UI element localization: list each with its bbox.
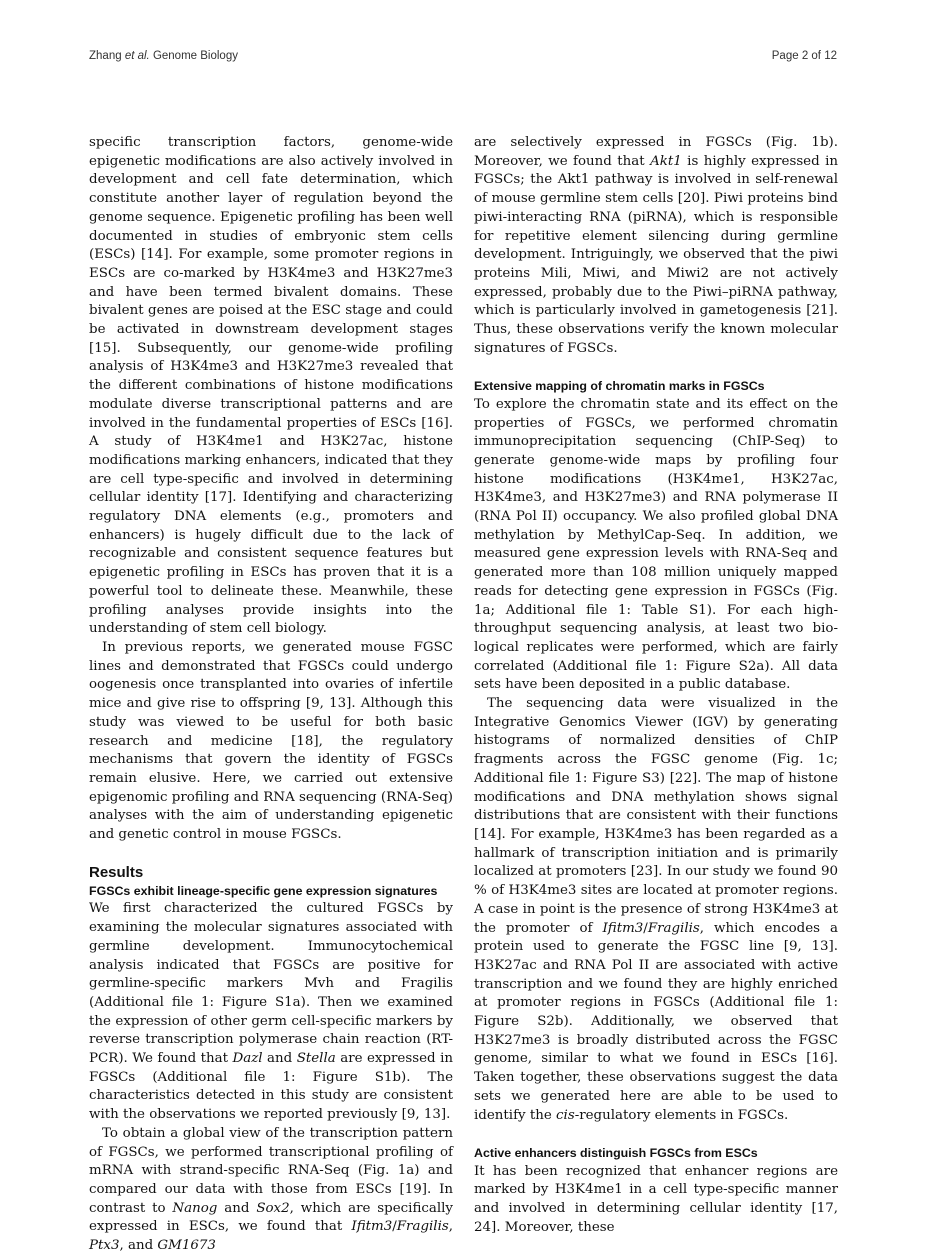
author-name: Zhang — [89, 50, 125, 62]
paragraph: We first characterized the cultured FGSCs by examining the molecular signatures associated with germline development. Immunocytochemical analysis indicated that FGSCs are positive for germline-specific markers Mvh and Fragilis (Additional file 1: Figure S1a). Then we examined the expression of other germ cell-specific markers by reverse transcription polymerase chain reaction (RT-PCR). We found that Dazl and Stella are expressed in FGSCs (Additional file 1: Figure S1b). The characteristics detected in this study are consistent with the observations we reported previously [9, 13]. — [89, 901, 453, 1123]
paragraph: specific transcription factors, genome-wide epigenetic modifications are also actively involved in development and cell fate determination, which constitute another layer of regulation beyond the genome sequence. Epigenetic profiling has been well documented in studies of embryonic stem cells (ESCs) [14]. For example, some promoter regions in ESCs are co-marked by H3K4me3 and H3K27me3 and have been termed bivalent domains. These bivalent genes are poised at the ESC stage and could be activated in downstream development stages [15]. Subsequently, our genome-wide profiling analysis of H3K4me3 and H3K27me3 revealed that the different combinations of histone modifications modulate diverse transcriptional patterns and are involved in the fundamental properties of ESCs [16]. A study of H3K4me1 and H3K27ac, histone modifications marking enhancers, indicated that they are cell type-specific and involved in determining cellular identity [17]. Identifying and characterizing regulatory DNA elements (e.g., promoters and enhancers) is hugely difficult due to the lack of recognizable and consistent sequence features but epigenetic profiling in ESCs has proven that it is a powerful tool to delineate these. Meanwhile, these profiling analyses provide insights into the understanding of stem cell biology. — [89, 135, 453, 637]
running-head-authors — [89, 50, 238, 62]
gene-name: Ifitm3 — [351, 1219, 393, 1235]
subsection-heading: Extensive mapping of chromatin marks in FGSCs — [474, 379, 765, 394]
et-al: et al. — [124, 50, 150, 62]
gene-name: Akt1 — [650, 153, 682, 169]
journal-name: Genome Biology — [149, 50, 238, 62]
right-column — [474, 134, 838, 1237]
cis-term: cis — [556, 1107, 575, 1123]
gene-name: Fragilis — [647, 920, 700, 936]
subsection-heading: Active enhancers distinguish FGSCs from ESCs — [474, 1145, 758, 1160]
gene-name: Fragilis — [396, 1219, 449, 1235]
page-number: Page 2 of 12 — [771, 50, 837, 62]
paragraph: In previous reports, we generated mouse FGSC lines and demonstrated that FGSCs could undergo oogenesis once transplanted into ovaries of infertile mice and give rise to offspring [9, 13]. Although this study was viewed to be useful for both basic research and medicine [18], the regulatory mechanisms that govern the identity of FGSCs remain elusive. Here, we carried out extensive epigenomic profiling and RNA sequencing (RNA-Seq) analyses with the aim of understanding epigenetic and genetic control in mouse FGSCs. — [89, 639, 453, 843]
gene-name: Ptx3 — [89, 1238, 120, 1254]
section-heading-results: Results — [89, 863, 144, 881]
paragraph: are selectively expressed in FGSCs (Fig. 1b). Moreover, we found that Akt1 is highly expressed in FGSCs; the Akt1 pathway is involved in self-renewal of mouse germline stem cells [20]. Piwi proteins bind piwi-interacting RNA (piRNA), which is responsible for repetitive element silencing during germline development. Intriguingly, we observed that the piwi proteins Mili, Miwi, and Miwi2 are not actively expressed, probably due to the Piwi–piRNA pathway, which is particularly involved in gametogenesis [21]. Thus, these observations verify the known molecular signatures of FGSCs. — [474, 135, 838, 356]
paragraph: To obtain a global view of the transcription pattern of FGSCs, we performed transcriptional profiling of mRNA with strand-specific RNA-Seq (Fig. 1a) and compared our data with those from ESCs [19]. In contrast to Nanog and Sox2, which are specifically expressed in ESCs, we found that Ifitm3/Fragilis, Ptx3, and GM1673 — [89, 1125, 453, 1254]
gene-name: GM1673 — [157, 1238, 216, 1254]
gene-name: Nanog — [172, 1200, 218, 1216]
gene-name: Sox2 — [256, 1200, 290, 1216]
gene-name: Ifitm3 — [602, 920, 644, 936]
paragraph: The sequencing data were visualized in the Integrative Genomics Viewer (IGV) by generating histograms of normalized densities of ChIP fragments across the FGSC genome (Fig. 1c; Additional file 1: Figure S3) [22]. The map of histone modifications and DNA methylation shows signal distributions that are consistent with their functions [14]. For example, H3K4me3 has been regarded as a hallmark of transcription initiation and is primarily localized at promoters [23]. In our study we found 90 % of H3K4me3 sites are located at promoter regions. A case in point is the presence of strong H3K4me3 at the promoter of Ifitm3/Fragilis, which encodes a protein used to generate the FGSC line [9, 13]. H3K27ac and RNA Pol II are associated with active transcription and we found they are highly enriched at promoter regions in FGSCs (Additional file 1: Figure S2b). Additionally, we observed that H3K27me3 is broadly distributed across the FGSC genome, similar to what we found in ESCs [16]. Taken together, these observations suggest the data sets we generated here are able to be used to identify the cis-regulatory elements in FGSCs. — [474, 696, 839, 1123]
subsection-heading: FGSCs exhibit lineage-specific gene expression signatures — [89, 883, 438, 898]
left-column — [89, 134, 453, 1256]
gene-name: Stella — [296, 1051, 336, 1067]
paragraph: To explore the chromatin state and its effect on the properties of FGSCs, we performed chromatin immunoprecipitation sequencing (ChIP-Seq) to generate genome-wide maps by profiling four histone modifications (H3K4me1, H3K27ac, H3K4me3, and H3K27me3) and RNA polymerase II (RNA Pol II) occupancy. We also profiled global DNA methylation by MethylCap-Seq. In addition, we measured gene expression levels with RNA-Seq and generated more than 108 million uniquely mapped reads for detecting gene expression in FGSCs (Fig. 1a; Additional file 1: Table S1). For each high-throughput sequencing analysis, at least two biological replicates were performed, which are fairly correlated (Additional file 1: Figure S2a). All data sets have been deposited in a public database. — [474, 396, 838, 693]
paragraph: It has been recognized that enhancer regions are marked by H3K4me1 in a cell type-specific manner and involved in determining cellular identity [17, 24]. Moreover, these — [474, 1163, 838, 1235]
gene-name: Dazl — [232, 1051, 263, 1067]
